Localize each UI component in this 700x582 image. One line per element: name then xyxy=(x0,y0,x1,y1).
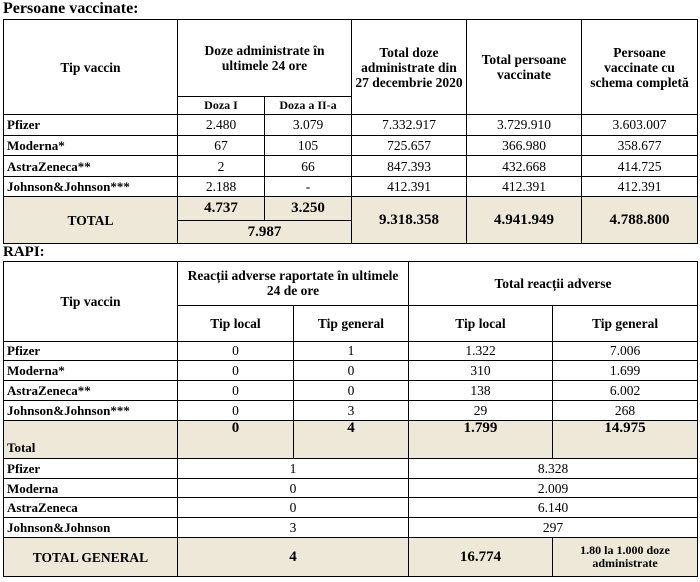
summary-row xyxy=(4,518,698,538)
cell-total-doze: 7.332.917 xyxy=(352,115,467,136)
cell-doza-2: 105 xyxy=(265,135,352,156)
cell-reactii-total: 2.009 xyxy=(409,478,698,498)
total-local-total: 1.799 xyxy=(409,421,553,459)
header-total-doze: Total doze administrate din 27 decembrie 2020 xyxy=(352,20,467,115)
cell-doza-1: 2.480 xyxy=(178,115,265,136)
vaccine-name: Johnson&Johnson*** xyxy=(4,401,178,421)
cell-doza-2: 3.079 xyxy=(265,115,352,136)
cell-general-24h: 1 xyxy=(294,341,409,361)
header-reactii-24h: Reacții adverse raportate în ultimele 24 de ore xyxy=(178,262,409,306)
header-total-persoane: Total persoane vaccinate xyxy=(467,20,582,115)
cell-general-total: 268 xyxy=(553,401,698,421)
table-row xyxy=(4,135,698,156)
grand-total-24h: 4 xyxy=(178,538,409,577)
total-label: Total xyxy=(4,421,178,459)
cell-total-doze: 725.657 xyxy=(352,135,467,156)
header-tip-general-total: Tip general xyxy=(553,305,698,341)
total-general-24h: 4 xyxy=(294,421,409,459)
header-total-reactii: Total reacții adverse xyxy=(409,262,698,306)
cell-total-doze: 412.391 xyxy=(352,176,467,197)
cell-local-24h: 0 xyxy=(178,401,294,421)
total-doza-1: 4.737 xyxy=(178,197,265,221)
cell-general-24h: 0 xyxy=(294,381,409,401)
summary-row xyxy=(4,478,698,498)
summary-row xyxy=(4,498,698,518)
cell-total-persoane: 366.980 xyxy=(467,135,582,156)
header-tip-general-24h: Tip general xyxy=(294,305,409,341)
cell-total-doze: 847.393 xyxy=(352,156,467,177)
total-doze-24h-sum: 7.987 xyxy=(178,221,352,244)
cell-reactii-total: 297 xyxy=(409,518,698,538)
cell-schema: 414.725 xyxy=(582,156,698,177)
total-row xyxy=(4,197,698,221)
total-persoane: 4.941.949 xyxy=(467,197,582,244)
header-tip-local-total: Tip local xyxy=(409,305,553,341)
cell-reactii-total: 6.140 xyxy=(409,498,698,518)
section-heading-rapi: RAPI: xyxy=(3,244,45,260)
vaccine-name: Moderna* xyxy=(4,135,178,156)
total-label: TOTAL xyxy=(4,197,178,244)
cell-local-total: 138 xyxy=(409,381,553,401)
total-row xyxy=(4,421,698,459)
header-doze-24h: Doze administrate în ultimele 24 ore xyxy=(178,20,352,97)
cell-total-persoane: 412.391 xyxy=(467,176,582,197)
cell-general-24h: 0 xyxy=(294,361,409,381)
header-tip-vaccin: Tip vaccin xyxy=(4,20,178,115)
cell-schema: 358.677 xyxy=(582,135,698,156)
cell-doza-1: 67 xyxy=(178,135,265,156)
table-row xyxy=(4,361,698,381)
cell-reactii-24h: 1 xyxy=(178,458,409,478)
cell-doza-1: 2.188 xyxy=(178,176,265,197)
header-doza-1: Doza I xyxy=(178,96,265,114)
header-tip-local-24h: Tip local xyxy=(178,305,294,341)
cell-reactii-24h: 0 xyxy=(178,478,409,498)
total-doze: 9.318.358 xyxy=(352,197,467,244)
vaccine-name: Pfizer xyxy=(4,115,178,136)
cell-doza-2: 66 xyxy=(265,156,352,177)
table-row xyxy=(4,401,698,421)
cell-total-persoane: 3.729.910 xyxy=(467,115,582,136)
cell-reactii-24h: 3 xyxy=(178,518,409,538)
cell-local-24h: 0 xyxy=(178,341,294,361)
total-local-24h: 0 xyxy=(178,421,294,459)
total-schema: 4.788.800 xyxy=(582,197,698,244)
cell-local-total: 310 xyxy=(409,361,553,381)
grand-total-reactii: 16.774 xyxy=(409,538,553,577)
cell-local-total: 29 xyxy=(409,401,553,421)
total-general-total: 14.975 xyxy=(553,421,698,459)
cell-doza-2: - xyxy=(265,176,352,197)
table-row xyxy=(4,176,698,197)
vaccine-name: Johnson&Johnson*** xyxy=(4,176,178,197)
table-row xyxy=(4,341,698,361)
total-doza-2: 3.250 xyxy=(265,197,352,221)
header-schema-completa: Persoane vaccinate cu schema completă xyxy=(582,20,698,115)
cell-local-total: 1.322 xyxy=(409,341,553,361)
vaccinated-table xyxy=(3,19,698,244)
cell-general-total: 6.002 xyxy=(553,381,698,401)
vaccine-name: Moderna xyxy=(4,478,178,498)
table-row xyxy=(4,156,698,177)
rapi-table xyxy=(3,261,698,577)
cell-general-24h: 3 xyxy=(294,401,409,421)
vaccine-name: Moderna* xyxy=(4,361,178,381)
cell-reactii-24h: 0 xyxy=(178,498,409,518)
grand-total-label: TOTAL GENERAL xyxy=(4,538,178,577)
vaccine-name: Pfizer xyxy=(4,341,178,361)
cell-general-total: 1.699 xyxy=(553,361,698,381)
summary-row xyxy=(4,458,698,478)
cell-reactii-total: 8.328 xyxy=(409,458,698,478)
cell-doza-1: 2 xyxy=(178,156,265,177)
table-row xyxy=(4,115,698,136)
vaccine-name: Johnson&Johnson xyxy=(4,518,178,538)
table-row xyxy=(4,381,698,401)
cell-local-24h: 0 xyxy=(178,361,294,381)
cell-total-persoane: 432.668 xyxy=(467,156,582,177)
header-doza-2: Doza a II-a xyxy=(265,96,352,114)
vaccine-name: AstraZeneca xyxy=(4,498,178,518)
cell-local-24h: 0 xyxy=(178,381,294,401)
vaccine-name: AstraZeneca** xyxy=(4,156,178,177)
cell-schema: 412.391 xyxy=(582,176,698,197)
grand-total-rate: 1.80 la 1.000 doze administrate xyxy=(553,538,698,577)
section-heading-vaccinated: Persoane vaccinate: xyxy=(3,0,139,17)
cell-schema: 3.603.007 xyxy=(582,115,698,136)
cell-general-total: 7.006 xyxy=(553,341,698,361)
vaccine-name: AstraZeneca** xyxy=(4,381,178,401)
header-tip-vaccin: Tip vaccin xyxy=(4,262,178,342)
grand-total-row xyxy=(4,538,698,577)
vaccine-name: Pfizer xyxy=(4,458,178,478)
